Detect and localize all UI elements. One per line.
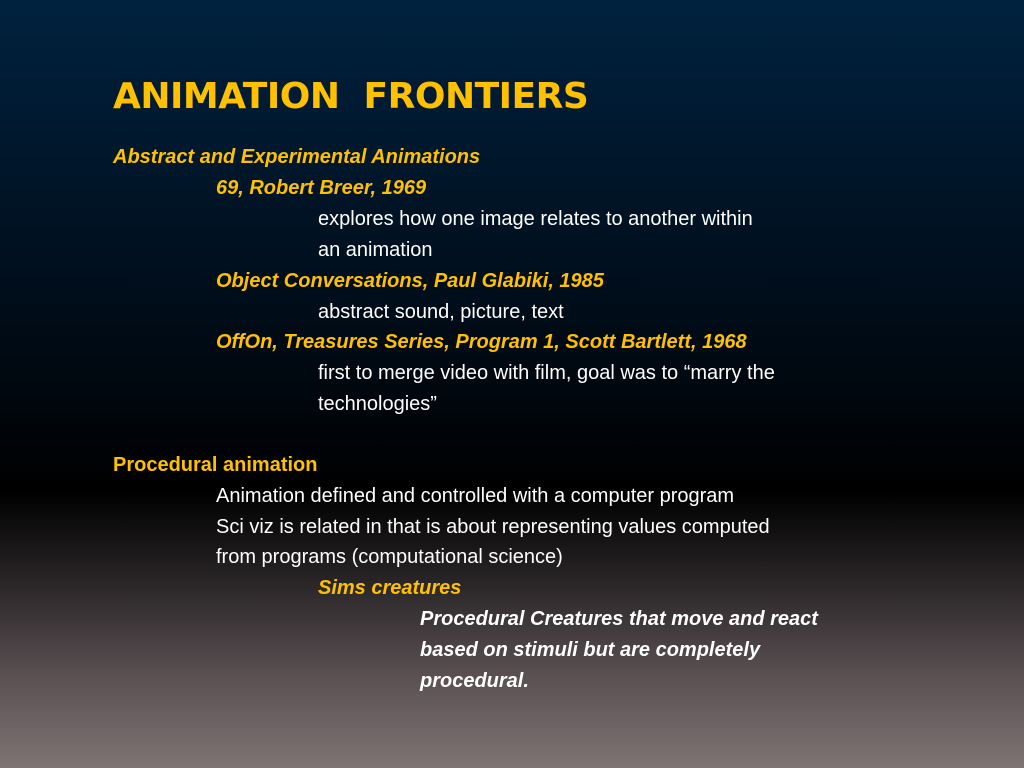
procedural-definition: Animation defined and controlled with a computer program bbox=[216, 485, 735, 507]
sci-viz-note-line1: Sci viz is related in that is about representing values computed bbox=[216, 516, 770, 538]
example-heading-sims-creatures: Sims creatures bbox=[318, 577, 462, 599]
film-title-69: 69, Robert Breer, 1969 bbox=[216, 177, 427, 199]
sci-viz-note-line2: from programs (computational science) bbox=[216, 546, 563, 568]
section-heading-abstract: Abstract and Experimental Animations bbox=[113, 146, 481, 168]
film-description-69-line1: explores how one image relates to another within bbox=[318, 208, 753, 230]
slide-title: ANIMATION FRONTIERS bbox=[113, 76, 589, 117]
film-title-offon: OffOn, Treasures Series, Program 1, Scott Bartlett, 1968 bbox=[216, 331, 747, 353]
film-description-69-line2: an animation bbox=[318, 239, 433, 261]
film-description-object-conversations: abstract sound, picture, text bbox=[318, 301, 564, 323]
film-title-object-conversations: Object Conversations, Paul Glabiki, 1985 bbox=[216, 270, 604, 292]
section-heading-procedural: Procedural animation bbox=[113, 454, 318, 476]
sims-description-line1: Procedural Creatures that move and react bbox=[420, 608, 818, 630]
sims-description-line2: based on stimuli but are completely bbox=[420, 639, 761, 661]
sims-description-line3: procedural. bbox=[420, 670, 529, 692]
film-description-offon-line2: technologies” bbox=[318, 393, 437, 415]
film-description-offon-line1: first to merge video with film, goal was to “marry the bbox=[318, 362, 775, 384]
